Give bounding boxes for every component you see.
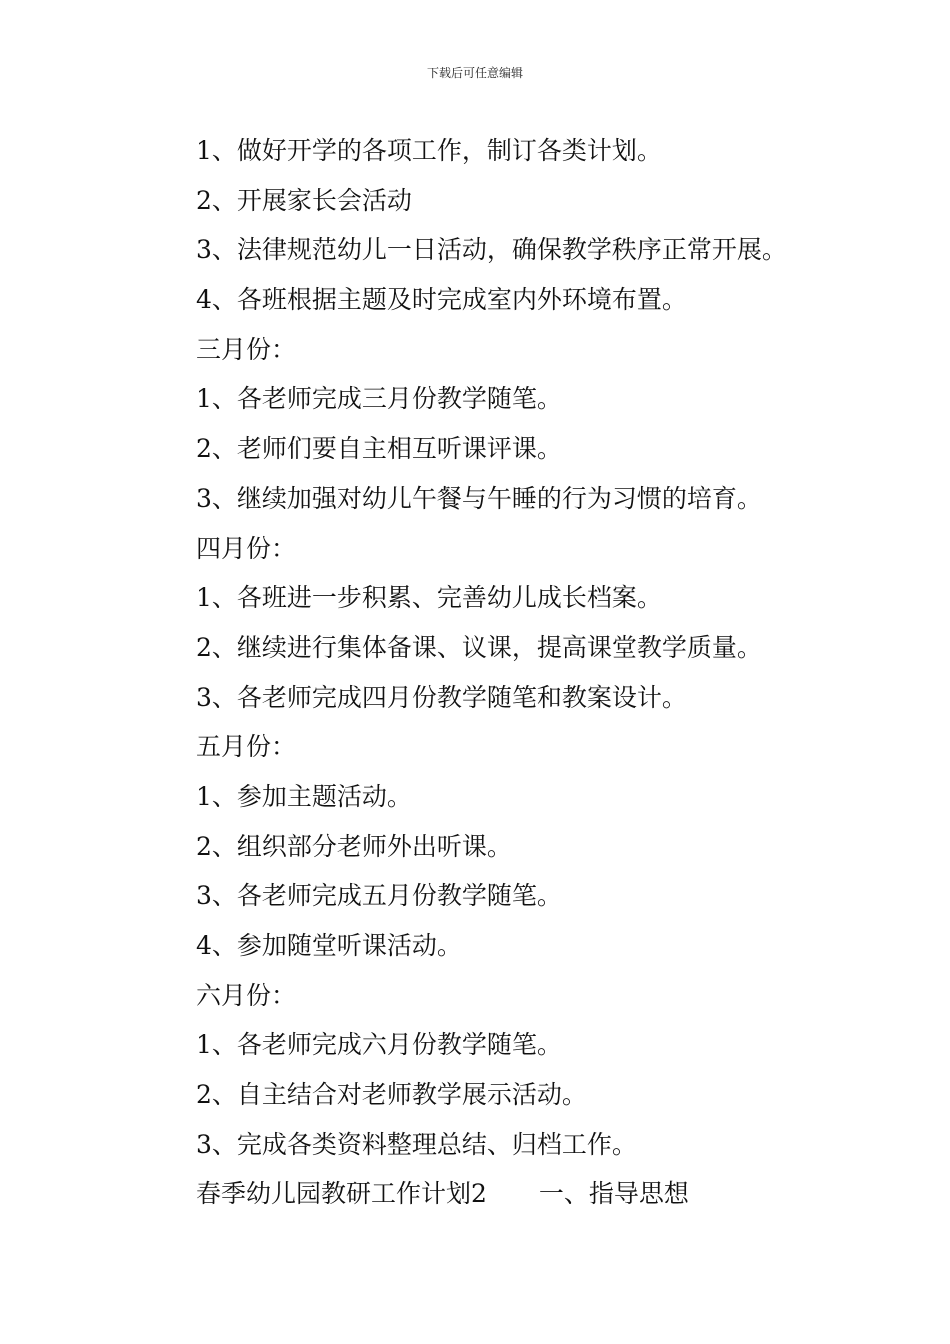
plan-title: 春季幼儿园教研工作计划2 xyxy=(196,1179,487,1209)
page-header: 下载后可任意编辑 xyxy=(426,66,523,80)
text-line: 1、各老师完成三月份教学随笔。 xyxy=(196,384,562,414)
next-plan-line xyxy=(196,1169,916,1219)
text-line: 4、参加随堂听课活动。 xyxy=(196,931,462,960)
text-line: 2、开展家长会活动 xyxy=(196,185,412,215)
text-line: 3、各老师完成四月份教学随笔和教案设计。 xyxy=(196,682,687,712)
text-line: 3、完成各类资料整理总结、归档工作。 xyxy=(196,1129,637,1159)
text-line: 2、老师们要自主相互听课评课。 xyxy=(196,434,562,464)
month-heading: 三月份： xyxy=(196,334,297,364)
text-line: 1、参加主题活动。 xyxy=(196,781,412,811)
month-heading: 四月份： xyxy=(196,533,297,563)
text-line: 4、各班根据主题及时完成室内外环境布置。 xyxy=(196,285,687,315)
text-line: 1、各班进一步积累、完善幼儿成长档案。 xyxy=(196,583,662,613)
text-line: 2、组织部分老师外出听课。 xyxy=(196,831,512,861)
section-heading: 一、指导思想 xyxy=(538,1179,689,1209)
text-line: 2、自主结合对老师教学展示活动。 xyxy=(196,1080,587,1110)
document-body xyxy=(196,126,916,1219)
text-line: 1、各老师完成六月份教学随笔。 xyxy=(196,1030,562,1060)
month-heading: 五月份： xyxy=(196,732,297,762)
text-line: 3、法律规范幼儿一日活动，确保教学秩序正常开展。 xyxy=(196,235,787,265)
month-heading: 六月份： xyxy=(196,980,297,1010)
text-line: 3、各老师完成五月份教学随笔。 xyxy=(196,881,562,911)
text-line: 2、继续进行集体备课、议课，提高课堂教学质量。 xyxy=(196,632,762,662)
text-line: 3、继续加强对幼儿午餐与午睡的行为习惯的培育。 xyxy=(196,483,762,513)
text-line: 1、做好开学的各项工作，制订各类计划。 xyxy=(196,136,662,165)
